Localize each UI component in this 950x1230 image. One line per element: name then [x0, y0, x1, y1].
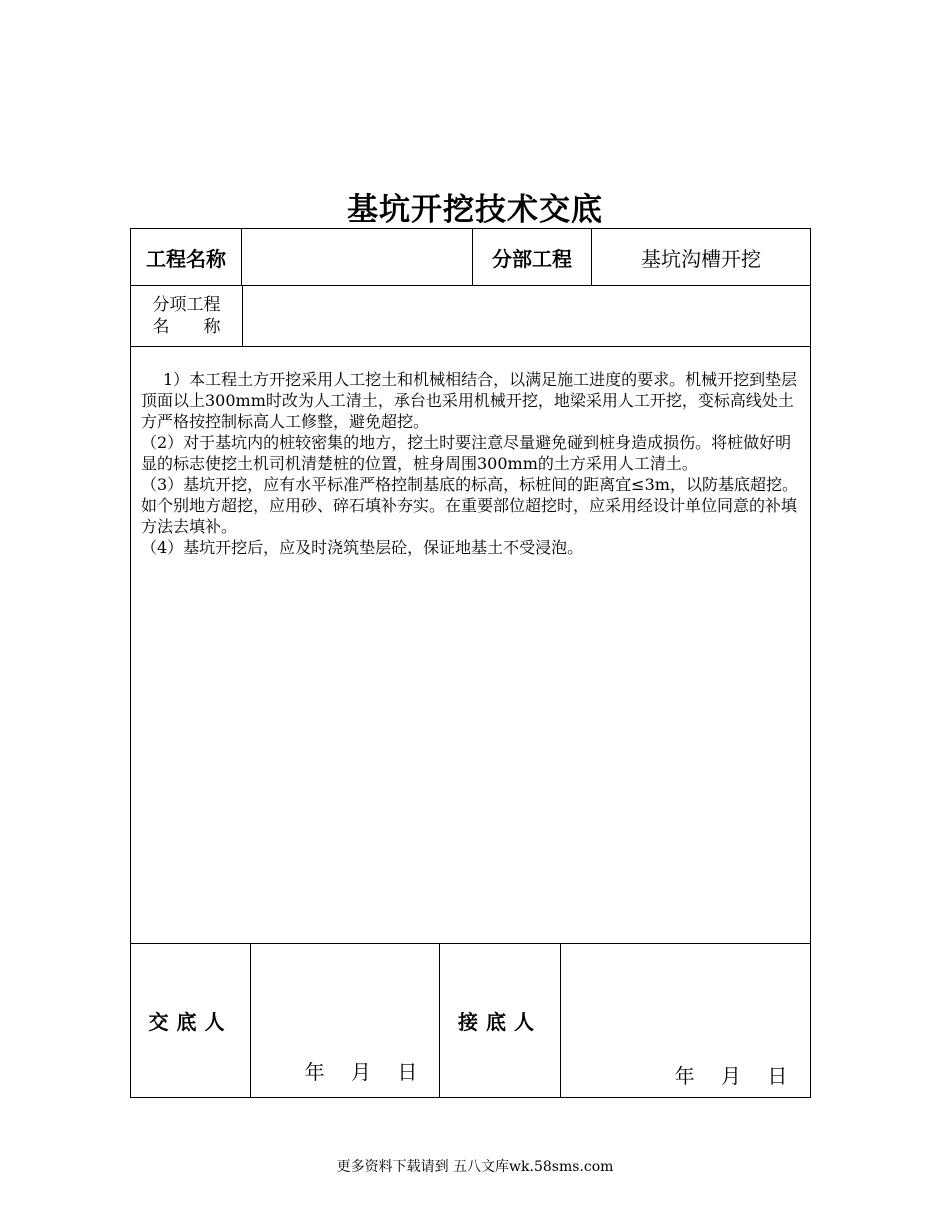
- content-paragraph: （4）基坑开挖后，应及时浇筑垫层砼，保证地基土不受浸泡。: [141, 538, 584, 557]
- footer-note: 更多资料下载请到 五八文库wk.58sms.com: [336, 1159, 614, 1175]
- row-divider-2: [131, 346, 810, 347]
- disclosure-content: [141, 369, 803, 558]
- subitem-label: [131, 286, 242, 346]
- receiver-date: 年 月 日: [674, 1063, 798, 1088]
- division-value: 基坑沟槽开挖: [641, 246, 761, 271]
- subitem-value: [243, 286, 810, 346]
- division-label: 分部工程: [492, 246, 572, 271]
- content-paragraph: 1）本工程土方开挖采用人工挖土和机械相结合，以满足施工进度的要求。机械开挖到垫层顶面以上300mm时改为人工清土，承台也采用机械开挖，地梁采用人工开挖，变标高线处土方严格按控制标高人工修整，避免超挖。: [141, 370, 798, 431]
- subitem-label-line1: 分项工程: [152, 295, 221, 315]
- handover-date: 年 月 日: [304, 1059, 428, 1084]
- receiver-person-label: 接底人: [458, 1010, 542, 1034]
- subitem-label-line2: 名 称: [152, 317, 221, 337]
- project-name-value: [242, 229, 472, 285]
- handover-person-label: 交底人: [148, 1010, 233, 1034]
- project-name-label: 工程名称: [146, 246, 226, 271]
- content-paragraph: （2）对于基坑内的桩较密集的地方，挖土时要注意尽量避免碰到桩身造成损伤。将桩做好明显的标志使挖土机司机清楚桩的位置，桩身周围300mm的土方采用人工清土。: [141, 433, 792, 473]
- disclosure-table: [130, 228, 811, 1098]
- col-divider: [250, 944, 251, 1097]
- content-paragraph: （3）基坑开挖，应有水平标准严格控制基底的标高，标桩间的距离宜≤3m，以防基底超挖。如个别地方超挖，应用砂、碎石填补夯实。在重要部位超挖时，应采用经设计单位同意的补填方法去填补。: [141, 475, 798, 536]
- document-title: 基坑开挖技术交底: [347, 192, 603, 228]
- col-divider: [560, 944, 561, 1097]
